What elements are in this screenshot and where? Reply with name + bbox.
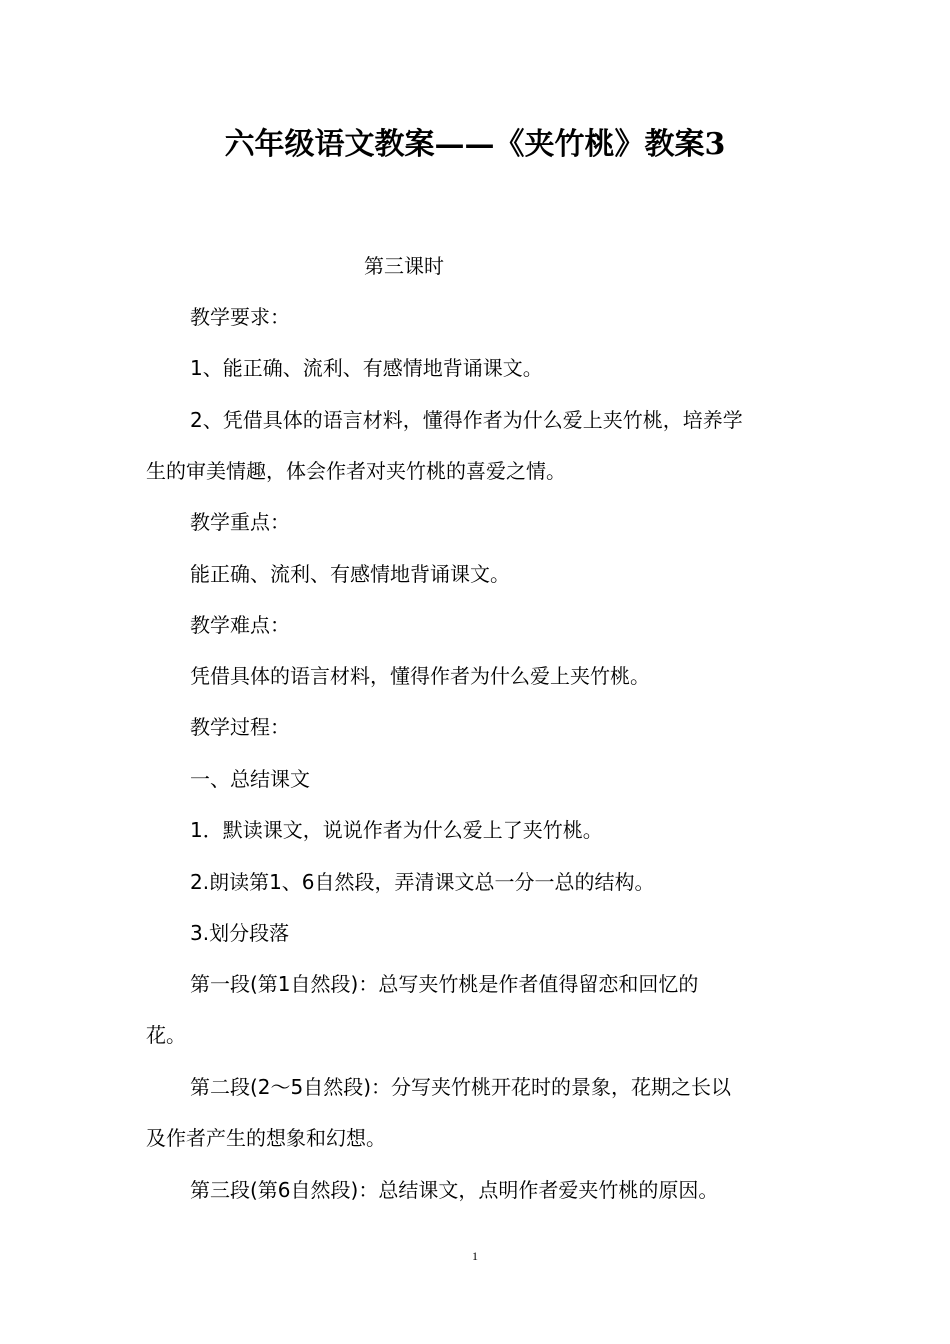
key-points-heading: 教学重点： xyxy=(190,510,290,534)
paragraph-part-1-line-1: 第一段(第1自然段)：总写夹竹桃是作者值得留恋和回忆的 xyxy=(190,972,699,996)
process-step-1: 1．默读课文，说说作者为什么爱上了夹竹桃。 xyxy=(190,818,603,842)
key-points-text: 能正确、流利、有感情地背诵课文。 xyxy=(190,562,510,586)
lesson-label: 第三课时 xyxy=(364,254,444,278)
paragraph-part-2-line-1: 第二段(2～5自然段)：分写夹竹桃开花时的景象，花期之长以 xyxy=(190,1075,732,1099)
requirement-item-1: 1、能正确、流利、有感情地背诵课文。 xyxy=(190,356,543,380)
process-step-2: 2.朗读第1、6自然段，弄清课文总一分一总的结构。 xyxy=(190,870,655,894)
requirement-item-2-line-2: 生的审美情趣，体会作者对夹竹桃的喜爱之情。 xyxy=(146,459,566,483)
difficulties-text: 凭借具体的语言材料，懂得作者为什么爱上夹竹桃。 xyxy=(190,664,650,688)
paragraph-part-3: 第三段(第6自然段)：总结课文，点明作者爱夹竹桃的原因。 xyxy=(190,1178,719,1202)
requirements-heading: 教学要求： xyxy=(190,305,290,329)
requirement-item-2-line-1: 2、凭借具体的语言材料，懂得作者为什么爱上夹竹桃，培养学 xyxy=(190,408,743,432)
page-number: 1 xyxy=(472,1249,478,1263)
section-heading-1: 一、总结课文 xyxy=(190,767,310,791)
paragraph-part-2-line-2: 及作者产生的想象和幻想。 xyxy=(146,1126,386,1150)
process-step-3: 3.划分段落 xyxy=(190,921,290,945)
process-heading: 教学过程： xyxy=(190,715,290,739)
paragraph-part-1-line-2: 花。 xyxy=(146,1023,186,1047)
difficulties-heading: 教学难点： xyxy=(190,613,290,637)
document-title: 六年级语文教案——《夹竹桃》教案3 xyxy=(224,127,726,162)
